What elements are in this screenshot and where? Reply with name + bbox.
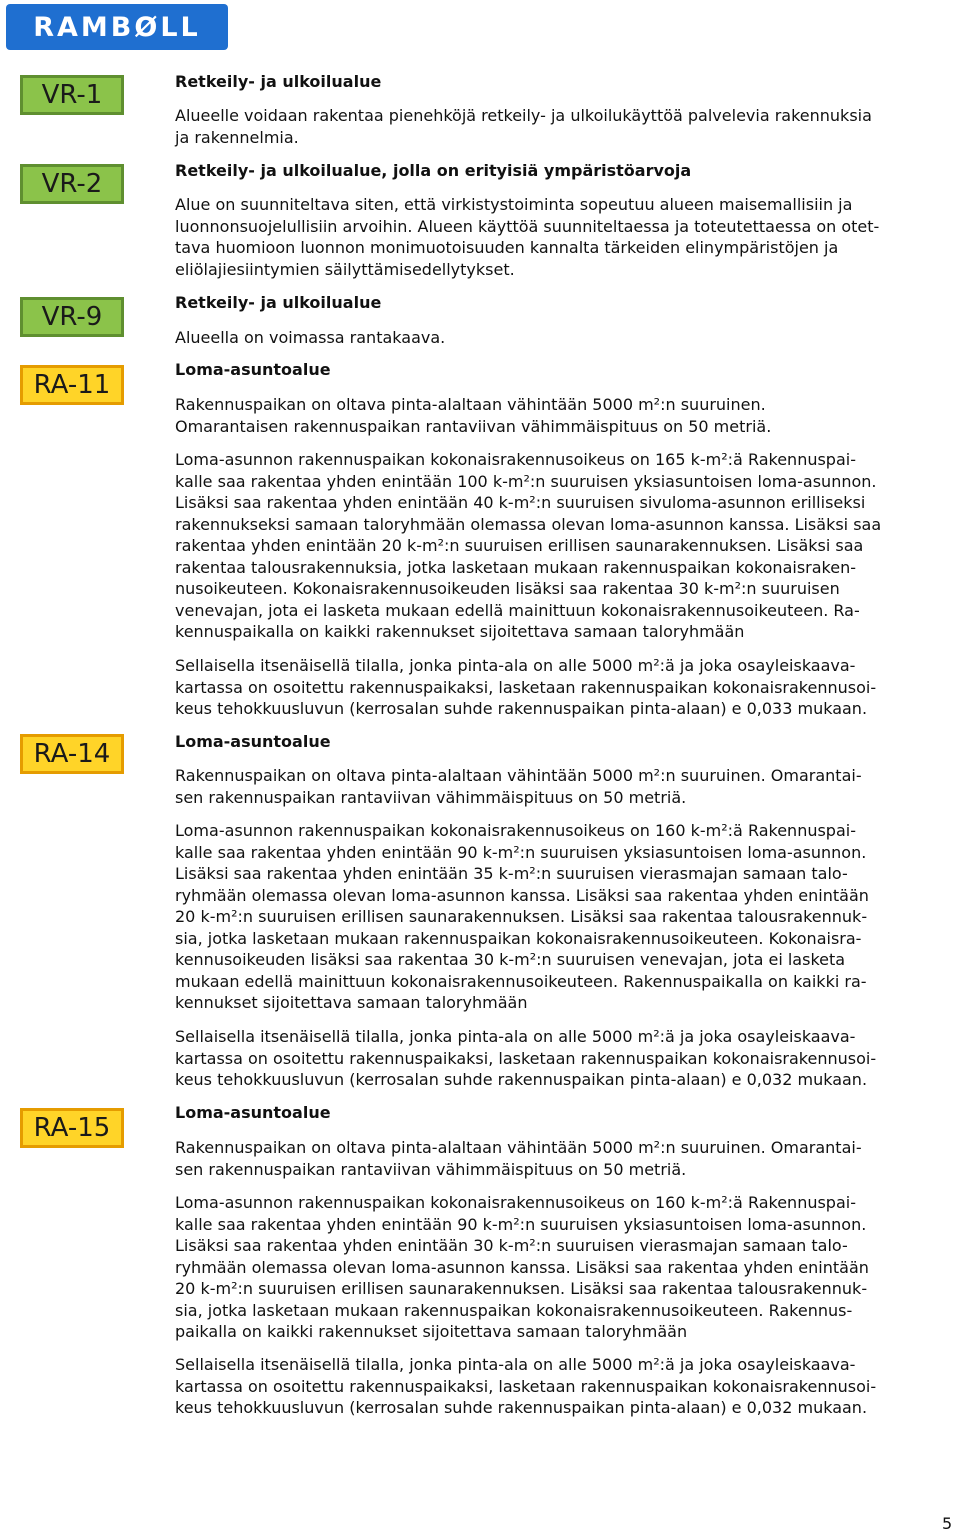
- ra11-paragraph-2: Loma-asunnon rakennuspaikan kokonaisrakennusoikeus on 165 k-m²:ä Rakennuspai- kalle saa rakentaa yhden enintään 100 k-m²:n suuruisen yksiasuntoisen loma-asunnon. Lisäksi saa rakentaa yhden enintään 40 k-m²:n suuruisen sivuloma-asunnon erilliseksi rakennukseksi samaan taloryhmään olemassa olevan loma-asunnon kanssa. Lisäksi saa rakentaa yhden enintään 20 k-m²:n suuruisen erillisen saunarakennuksen. Lisäksi saa rakentaa talousrakennuksia, jotka lasketaan mukaan rakennuspaikan kokonaisraken- nusoikeuteen. Kokonaisrakennusoikeuden lisäksi saa rakentaa 30 k-m²:n suuruisen venevajan, jota ei lasketa mukaan edellä mainittuun kokonaisrakennusoikeuteen. Ra- kennuspaikalla on kaikki rakennukset sijoitettava samaan taloryhmään: [175, 450, 882, 641]
- ra14-paragraph-1: Rakennuspaikan on oltava pinta-alaltaan vähintään 5000 m²:n suuruinen. Omarantai- sen rakennuspaikan rantaviivan vähimmäispituus on 50 metriä.: [175, 766, 862, 807]
- ra14-paragraph-3: Sellaisella itsenäisellä tilalla, jonka pinta-ala on alle 5000 m²:ä ja joka osayleiskaava- kartassa on osoitettu rakennuspaikaksi, lasketaan rakennuspaikan kokonaisrakennusoi- keus tehokkuusluvun (kerrosalan suhde rakennuspaikan pinta-alaan) e 0,032 mukaan.: [175, 1027, 877, 1089]
- ra15-paragraph-1: Rakennuspaikan on oltava pinta-alaltaan vähintään 5000 m²:n suuruinen. Omarantai- sen rakennuspaikan rantaviivan vähimmäispituus on 50 metriä.: [175, 1138, 862, 1179]
- ra11-paragraph-1: Rakennuspaikan on oltava pinta-alaltaan vähintään 5000 m²:n suuruinen. Omarantaisen rakennuspaikan rantaviivan vähimmäispituus on 50 metriä.: [175, 395, 772, 436]
- ra14-heading: Loma-asuntoalue: [175, 732, 331, 751]
- ra14-paragraph-2: Loma-asunnon rakennuspaikan kokonaisrakennusoikeus on 160 k-m²:ä Rakennuspai- kalle saa rakentaa yhden enintään 90 k-m²:n suuruisen yksiasuntoisen loma-asunnon. Lisäksi saa rakentaa yhden enintään 35 k-m²:n suuruisen vierasmajan samaan talo- ryhmään olemassa olevan loma-asunnon kanssa. Lisäksi saa rakentaa yhden enintään 20 k-m²:n suuruisen erillisen saunarakennuksen. Lisäksi saa rakentaa talousrakennuk- sia, jotka lasketaan mukaan rakennuspaikan kokonaisrakennusoikeuteen. Kokonaisra- kennusoikeuden lisäksi saa rakentaa 30 k-m²:n suuruisen venevajan, jota ei lasketa mukaan edellä mainittuun kokonaisrakennusoikeuteen. Rakennuspaikalla on kaikki ra- kennukset sijoitettava samaan taloryhmään: [175, 821, 869, 1012]
- vr2-heading: Retkeily- ja ulkoilualue, jolla on erityisiä ympäristöarvoja: [175, 161, 692, 180]
- ra11-heading: Loma-asuntoalue: [175, 360, 331, 379]
- logo-text: RAMBØLL: [33, 11, 201, 43]
- badge-ra-14: RA-14: [20, 734, 124, 774]
- badge-vr-9: VR-9: [20, 297, 124, 337]
- vr9-heading: Retkeily- ja ulkoilualue: [175, 293, 382, 312]
- badge-vr-2: VR-2: [20, 164, 124, 204]
- page-number: 5: [942, 1514, 953, 1533]
- badge-ra-15: RA-15: [20, 1108, 124, 1148]
- vr1-heading: Retkeily- ja ulkoilualue: [175, 72, 382, 91]
- ra11-paragraph-3: Sellaisella itsenäisellä tilalla, jonka pinta-ala on alle 5000 m²:ä ja joka osayleiskaava- kartassa on osoitettu rakennuspaikaksi, lasketaan rakennuspaikan kokonaisrakennusoi- keus tehokkuusluvun (kerrosalan suhde rakennuspaikan pinta-alaan) e 0,033 mukaan.: [175, 656, 877, 718]
- vr1-body: Alueelle voidaan rakentaa pienehköjä retkeily- ja ulkoilukäyttöä palvelevia rakennuksia ja rakennelmia.: [175, 106, 872, 147]
- vr2-body: Alue on suunniteltava siten, että virkistystoiminta sopeutuu alueen maisemallisiin ja luonnonsuojelullisiin arvoihin. Alueen käyttöä suunniteltaessa ja toteutettaessa on otet- tava huomioon luonnon monimuotoisuuden kannalta tärkeiden elinympäristöjen ja eliölajiesiintymien säilyttämisedellytykset.: [175, 195, 880, 279]
- badge-vr-1: VR-1: [20, 75, 124, 115]
- vr9-body: Alueella on voimassa rantakaava.: [175, 328, 446, 347]
- ra15-heading: Loma-asuntoalue: [175, 1103, 331, 1122]
- ra15-paragraph-3: Sellaisella itsenäisellä tilalla, jonka pinta-ala on alle 5000 m²:ä ja joka osayleiskaava- kartassa on osoitettu rakennuspaikaksi, lasketaan rakennuspaikan kokonaisrakennusoi- keus tehokkuusluvun (kerrosalan suhde rakennuspaikan pinta-alaan) e 0,032 mukaan.: [175, 1355, 877, 1417]
- badge-ra-11: RA-11: [20, 365, 124, 405]
- ra15-paragraph-2: Loma-asunnon rakennuspaikan kokonaisrakennusoikeus on 160 k-m²:ä Rakennuspai- kalle saa rakentaa yhden enintään 90 k-m²:n suuruisen yksiasuntoisen loma-asunnon. Lisäksi saa rakentaa yhden enintään 30 k-m²:n suuruisen vierasmajan samaan talo- ryhmään olemassa olevan loma-asunnon kanssa. Lisäksi saa rakentaa yhden enintään 20 k-m²:n suuruisen erillisen saunarakennuksen. Lisäksi saa rakentaa talousrakennuk- sia, jotka lasketaan mukaan rakennuspaikan kokonaisrakennusoikeuteen. Rakennus- paikalla on kaikki rakennukset sijoitettava samaan taloryhmään: [175, 1193, 869, 1341]
- ramboll-logo: [6, 4, 228, 50]
